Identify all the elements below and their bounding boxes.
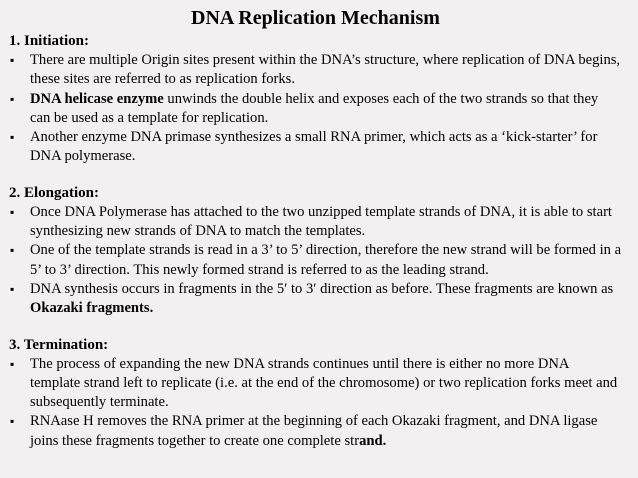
section-heading: 1. Initiation:	[9, 33, 90, 49]
bullet-square-icon: ▪	[10, 204, 15, 219]
list-item	[9, 51, 622, 90]
page-title: DNA Replication Mechanism	[191, 7, 440, 29]
bold-text: Okazaki fragments.	[30, 300, 154, 317]
list-item	[9, 203, 622, 242]
bullet-text: Another enzyme DNA primase synthesizes a small RNA primer, which acts as a ‘kick-starter’ for DNA polymerase.	[30, 129, 598, 165]
bullet-list	[9, 355, 622, 451]
list-item	[9, 412, 622, 451]
section-heading: 3. Termination:	[9, 336, 109, 353]
bullet-square-icon: ▪	[10, 53, 15, 67]
section-1	[9, 32, 622, 167]
section-gap	[9, 167, 622, 184]
bullet-text: DNA synthesis occurs in fragments in the 5′ to 3′ direction as before. These fragments are known as	[30, 280, 614, 297]
bullet-list	[9, 203, 622, 319]
bullet-square-icon: ▪	[10, 356, 15, 371]
content-body	[9, 32, 622, 451]
list-item	[9, 241, 622, 280]
bullet-square-icon: ▪	[10, 243, 15, 258]
section-gap	[9, 319, 622, 336]
bullet-list	[9, 51, 622, 167]
list-item	[9, 355, 622, 413]
bullet-text: unwinds the double helix and exposes each of the two strands so that they can be used as a template for replication.	[30, 90, 599, 126]
bold-text: DNA helicase enzyme	[30, 90, 164, 107]
list-item	[9, 128, 622, 167]
bold-text: and.	[359, 432, 387, 449]
bullet-square-icon: ▪	[10, 130, 15, 145]
bullet-square-icon: ▪	[10, 91, 15, 106]
bullet-text: RNAase H removes the RNA primer at the beginning of each Okazaki fragment, and DNA ligase joins these fragments together to create one complete str	[30, 413, 598, 449]
section-2	[9, 184, 622, 319]
section-3	[9, 336, 622, 451]
bullet-text: There are multiple Origin sites present within the DNA’s structure, where replication of DNA begins, these sites are referred to as replication forks.	[30, 52, 621, 88]
bullet-square-icon: ▪	[10, 281, 15, 296]
bullet-text: The process of expanding the new DNA strands continues until there is either no more DNA template strand left to replicate (i.e. at the end of the chromosome) or two replication forks meet and subsequently terminate.	[30, 355, 618, 411]
list-item	[9, 90, 622, 129]
bullet-square-icon: ▪	[10, 414, 15, 429]
list-item	[9, 280, 622, 319]
bullet-text: Once DNA Polymerase has attached to the two unzipped template strands of DNA, it is able to start synthesizing new strands of DNA to match the templates.	[30, 203, 612, 240]
bullet-text: One of the template strands is read in a 3’ to 5’ direction, therefore the new strand will be formed in a 5’ to 3’ direction. This newly formed strand is referred to as the leading strand.	[30, 242, 622, 278]
section-heading: 2. Elongation:	[9, 184, 100, 201]
